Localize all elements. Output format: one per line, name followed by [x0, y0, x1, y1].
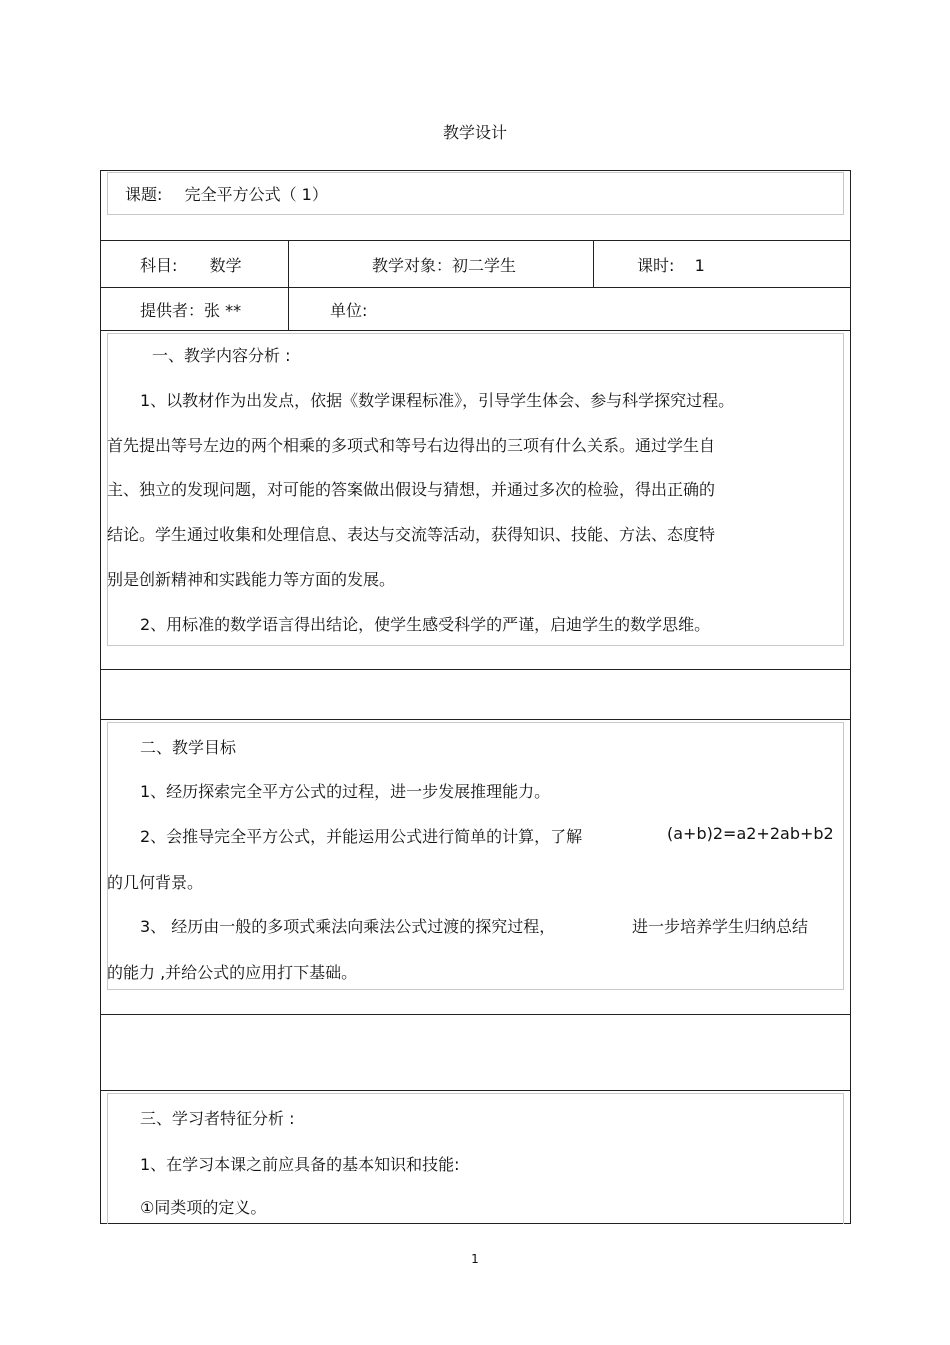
hours-cell: [637, 253, 705, 276]
section1-line: 结论。学生通过收集和处理信息、表达与交流等活动，获得知识、技能、方法、态度特: [107, 525, 716, 544]
section2-item3-text-right: 进一步培养学生归纳总结: [632, 917, 809, 936]
hours-label: 课时:: [637, 256, 675, 275]
section2-item2-text: 2、会推导完全平方公式，并能运用公式进行简单的计算，了解: [140, 827, 583, 846]
section3-item1-sub: ①同类项的定义。: [140, 1198, 267, 1217]
subject-label: 科目:: [140, 256, 178, 275]
subject-value: 数学: [209, 256, 242, 275]
section2-item2-cont: 的几何背景。: [107, 873, 204, 892]
section2-heading: 二、教学目标: [140, 738, 237, 757]
section2-item2-formula: (a+b)2=a2+2ab+b2: [667, 824, 834, 843]
section1-line: 主、独立的发现问题，对可能的答案做出假设与猜想，并通过多次的检验，得出正确的: [107, 480, 716, 499]
provider-cell: 提供者：张 **: [140, 301, 242, 320]
section3-heading: 三、学习者特征分析 :: [140, 1109, 295, 1128]
hours-value: 1: [694, 256, 705, 275]
unit-label: 单位:: [330, 301, 368, 320]
topic-row: [125, 182, 328, 205]
section1-line: 1、以教材作为出发点，依据《数学课程标准》，引导学生体会、参与科学探究过程。: [140, 391, 735, 410]
section2-item3-text: 3、 经历由一般的多项式乘法向乘法公式过渡的探究过程，: [140, 917, 556, 936]
section1-heading: 一、教学内容分析 :: [152, 346, 291, 365]
audience-cell: 教学对象：初二学生: [372, 256, 517, 275]
section1-line: 2、用标准的数学语言得出结论，使学生感受科学的严谨，启迪学生的数学思维。: [140, 615, 711, 634]
section2-item3-cont: 的能力 ,并给公式的应用打下基础。: [107, 963, 358, 982]
document-title: 教学设计: [442, 123, 507, 142]
section3-item1: 1、在学习本课之前应具备的基本知识和技能:: [140, 1155, 460, 1174]
section2-item1: 1、经历探索完全平方公式的过程，进一步发展推理能力。: [140, 782, 551, 801]
section1-line: 首先提出等号左边的两个相乘的多项式和等号右边得出的三项有什么关系。通过学生自: [107, 436, 716, 455]
subject-cell: [140, 253, 242, 276]
page-number: 1: [471, 1252, 479, 1266]
section1-line: 别是创新精神和实践能力等方面的发展。: [107, 570, 396, 589]
topic-label: 课题:: [125, 185, 163, 204]
topic-value: 完全平方公式（ 1）: [184, 185, 328, 204]
